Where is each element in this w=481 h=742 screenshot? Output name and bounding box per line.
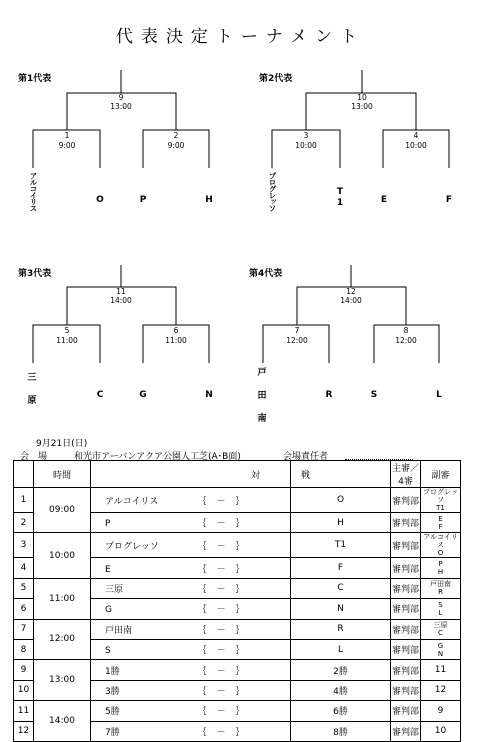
team-name: L [436, 390, 442, 400]
block-4-match-right-time: 12:00 [395, 336, 417, 345]
away-team: O [291, 488, 391, 513]
brace-open: ｛ [197, 584, 207, 595]
team-name: R [325, 390, 333, 400]
brace-open: ｛ [197, 564, 207, 575]
assistant-referee-team: P [438, 560, 443, 569]
brace-mid: － [216, 564, 226, 575]
assistant-referee [421, 558, 461, 578]
brace-mid: － [216, 541, 226, 552]
team-name: E [380, 195, 388, 205]
match-pairing [91, 721, 291, 741]
block-1-final-time: 13:00 [110, 102, 132, 111]
brace-mid: － [216, 584, 226, 595]
match-time: 10:00 [34, 533, 91, 578]
assistant-referee [421, 639, 461, 659]
header-vs1: 対 [91, 461, 291, 488]
match-no: 6 [14, 599, 34, 619]
header-time: 時間 [34, 461, 91, 488]
header-no [14, 461, 34, 488]
brace-close: ｝ [235, 727, 245, 738]
brace-open: ｛ [197, 519, 207, 530]
match-pairing [91, 533, 291, 558]
brace-close: ｝ [235, 541, 245, 552]
match-no: 11 [14, 701, 34, 721]
assistant-referee-team: R [438, 588, 443, 597]
assistant-referee [421, 533, 461, 558]
match-time: 09:00 [34, 488, 91, 533]
referee: 審判部 [391, 639, 421, 659]
referee: 審判部 [391, 599, 421, 619]
team-name: N [205, 390, 213, 400]
block-1-match-left-no: 1 [64, 131, 70, 140]
schedule-table [13, 460, 461, 742]
away-team: C [291, 578, 391, 598]
block-2-title: 第2代表 [259, 74, 293, 84]
brace-mid: － [216, 707, 226, 718]
assistant-referee-team: N [437, 649, 444, 658]
away-team: R [291, 619, 391, 639]
match-no: 2 [14, 513, 34, 533]
referee: 審判部 [391, 721, 421, 741]
team-name: C [96, 390, 104, 400]
match-pairing [91, 619, 291, 639]
home-team: E [105, 564, 111, 575]
match-pairing [91, 578, 291, 598]
brace-close: ｝ [235, 519, 245, 530]
team-name: 戸田南 [257, 368, 267, 424]
block-4-title: 第4代表 [249, 269, 283, 279]
table-row [14, 660, 461, 680]
match-pairing [91, 701, 291, 721]
referee: 審判部 [391, 513, 421, 533]
home-team: アルコイリス [105, 496, 159, 507]
block-3-match-right-no: 6 [173, 326, 179, 335]
home-team: P [105, 519, 111, 530]
block-2-match-left-no: 3 [303, 131, 309, 140]
away-team: 8勝 [291, 721, 391, 741]
block-3-title: 第3代表 [18, 269, 52, 279]
block-4-final-time: 14:00 [340, 296, 362, 305]
team-name: アルコイリス [29, 172, 38, 211]
manager-label: 会場責任者 [283, 452, 329, 462]
team-name: F [445, 195, 453, 205]
brace-open: ｛ [197, 625, 207, 636]
assistant-referee [421, 721, 461, 741]
home-team: プログレッソ [105, 541, 159, 552]
team-name: H [205, 195, 213, 205]
referee: 審判部 [391, 680, 421, 700]
venue-name: 和光市アーバンアクア公園人工芝(A･B面) [74, 452, 241, 462]
assistant-referee-team: プログレッソ [423, 488, 458, 504]
brace-close: ｝ [235, 625, 245, 636]
away-team: T1 [291, 533, 391, 558]
away-team: 2勝 [291, 660, 391, 680]
brace-mid: － [216, 496, 226, 507]
referee: 審判部 [391, 660, 421, 680]
match-no: 10 [14, 680, 34, 700]
block-2-match-right-no: 4 [413, 131, 419, 140]
block-1-final-no: 9 [118, 93, 124, 102]
match-pairing [91, 639, 291, 659]
referee: 審判部 [391, 578, 421, 598]
block-2-match-right-time: 10:00 [405, 141, 427, 150]
brace-close: ｝ [235, 605, 245, 616]
away-team: L [291, 639, 391, 659]
block-3-match-right-time: 11:00 [165, 336, 187, 345]
block-4-match-right-no: 8 [403, 326, 409, 335]
assistant-referee-team: 三原 [433, 621, 448, 630]
block-4-match-left-time: 12:00 [286, 336, 308, 345]
assistant-referee-team: T1 [436, 504, 445, 512]
brace-open: ｛ [197, 727, 207, 738]
away-team: 6勝 [291, 701, 391, 721]
block-3-final-time: 14:00 [110, 296, 132, 305]
block-2-match-left-time: 10:00 [295, 141, 317, 150]
block-1-match-right-no: 2 [173, 131, 179, 140]
brace-mid: － [216, 605, 226, 616]
table-row [14, 488, 461, 513]
block-2-final-no: 10 [357, 93, 367, 102]
home-team: G [105, 605, 112, 616]
match-no: 3 [14, 533, 34, 558]
away-team: F [291, 558, 391, 578]
match-pairing [91, 513, 291, 533]
table-row [14, 533, 461, 558]
assistant-referee-team: 戸田南 [430, 580, 451, 589]
assistant-referee-team: G [437, 641, 444, 650]
away-team: H [291, 513, 391, 533]
referee: 審判部 [391, 488, 421, 513]
assistant-referee-team: 12 [434, 685, 447, 696]
match-no: 4 [14, 558, 34, 578]
team-name: O [96, 195, 104, 205]
brace-close: ｝ [235, 564, 245, 575]
assistant-referee [421, 701, 461, 721]
assistant-referee-team: アルコイリス [423, 533, 458, 550]
assistant-referee [421, 619, 461, 639]
away-team: N [291, 599, 391, 619]
block-3-match-left-no: 5 [64, 326, 70, 335]
home-team: 戸田南 [105, 625, 133, 636]
brace-open: ｛ [197, 707, 207, 718]
assistant-referee-team: 9 [437, 705, 444, 716]
home-team: 1勝 [105, 666, 120, 677]
team-name: G [139, 390, 147, 400]
assistant-referee-team: O [437, 549, 444, 558]
match-time: 14:00 [34, 701, 91, 742]
match-time: 12:00 [34, 619, 91, 660]
table-row [14, 578, 461, 598]
home-team: 7勝 [105, 727, 120, 738]
brace-close: ｝ [235, 584, 245, 595]
venue-label: 会 場 [20, 452, 48, 462]
assistant-referee-team: E [438, 514, 443, 523]
block-1-title: 第1代表 [18, 74, 52, 84]
block-3-final-no: 11 [116, 287, 126, 296]
home-team: S [105, 646, 111, 657]
assistant-referee [421, 513, 461, 533]
assistant-referee-team: H [437, 568, 444, 577]
header-ref: 主審／4審 [391, 461, 421, 488]
brace-open: ｛ [197, 496, 207, 507]
match-time: 13:00 [34, 660, 91, 701]
match-no: 7 [14, 619, 34, 639]
match-pairing [91, 680, 291, 700]
match-no: 9 [14, 660, 34, 680]
brace-open: ｛ [197, 605, 207, 616]
event-date: 9月21日(日) [36, 439, 88, 449]
referee: 審判部 [391, 619, 421, 639]
match-pairing [91, 558, 291, 578]
brace-mid: － [216, 727, 226, 738]
brace-close: ｝ [235, 646, 245, 657]
assistant-referee-team: 11 [434, 665, 447, 676]
home-team: 三原 [105, 584, 124, 595]
brace-close: ｝ [235, 707, 245, 718]
brace-open: ｛ [197, 666, 207, 677]
block-4-match-left-no: 7 [294, 326, 300, 335]
assistant-referee-team: L [438, 608, 443, 617]
away-team: 4勝 [291, 680, 391, 700]
assistant-referee [421, 599, 461, 619]
assistant-referee-team: S [438, 600, 443, 609]
block-4-final-no: 12 [346, 287, 356, 296]
block-1-match-left-time: 9:00 [58, 141, 76, 150]
assistant-referee [421, 680, 461, 700]
brace-open: ｛ [197, 686, 207, 697]
match-no: 5 [14, 578, 34, 598]
team-name: 三原 [27, 373, 37, 406]
assistant-referee-team: 10 [434, 726, 447, 737]
header-vs2: 戦 [291, 461, 391, 488]
match-no: 8 [14, 639, 34, 659]
brace-close: ｝ [235, 686, 245, 697]
match-no: 1 [14, 488, 34, 513]
brace-mid: － [216, 686, 226, 697]
brace-mid: － [216, 519, 226, 530]
brace-mid: － [216, 646, 226, 657]
referee: 審判部 [391, 533, 421, 558]
referee: 審判部 [391, 701, 421, 721]
team-name: T1 [336, 187, 344, 208]
match-pairing [91, 599, 291, 619]
table-row [14, 619, 461, 639]
home-team: 5勝 [105, 707, 120, 718]
team-name: プログレッソ [268, 172, 277, 211]
assistant-referee-team: C [438, 629, 443, 638]
block-1-match-right-time: 9:00 [167, 141, 185, 150]
home-team: 3勝 [105, 686, 120, 697]
block-3-match-left-time: 11:00 [56, 336, 78, 345]
match-time: 11:00 [34, 578, 91, 619]
block-2-final-time: 13:00 [351, 102, 373, 111]
assistant-referee [421, 578, 461, 598]
assistant-referee-team: F [438, 522, 443, 531]
assistant-referee [421, 488, 461, 513]
brace-close: ｝ [235, 666, 245, 677]
brace-open: ｛ [197, 646, 207, 657]
brace-open: ｛ [197, 541, 207, 552]
brace-mid: － [216, 666, 226, 677]
brace-mid: － [216, 625, 226, 636]
page-title: 代表決定トーナメント [115, 27, 366, 47]
referee: 審判部 [391, 558, 421, 578]
match-no: 12 [14, 721, 34, 741]
table-header-row [14, 461, 461, 488]
table-row [14, 701, 461, 721]
assistant-referee [421, 660, 461, 680]
match-pairing [91, 660, 291, 680]
team-name: P [139, 195, 147, 205]
header-sub: 副審 [421, 461, 461, 488]
brace-close: ｝ [235, 496, 245, 507]
team-name: S [370, 390, 378, 400]
match-pairing [91, 488, 291, 513]
